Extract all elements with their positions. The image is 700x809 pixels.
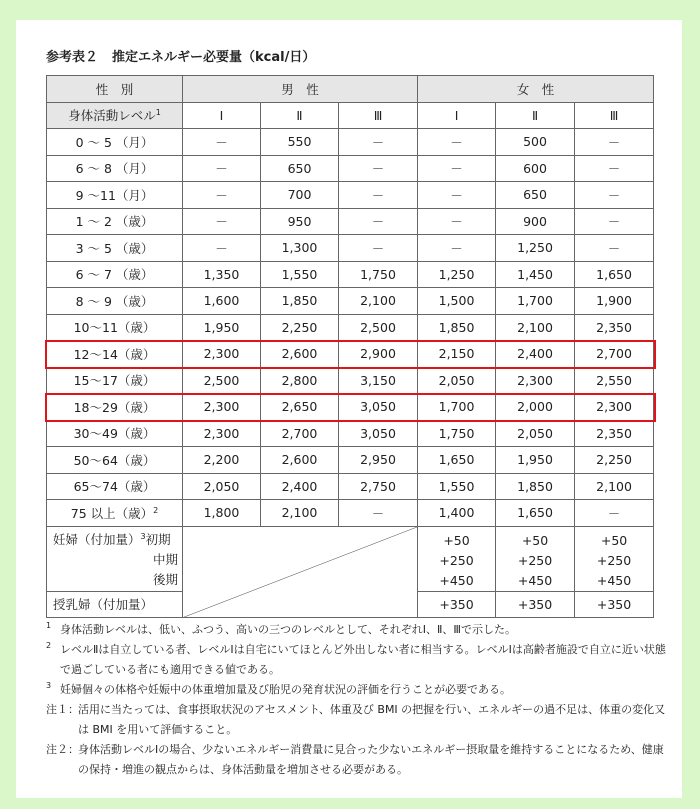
table-caption: 推定エネルギー必要量（kcal/日） [112, 50, 316, 65]
age-group-label: 9 ～11（月） [75, 187, 154, 203]
value-cell: 1,650 [418, 447, 496, 474]
pregnant-label: 妊婦（付加量） [53, 531, 141, 547]
table-row [47, 261, 654, 288]
table-row [47, 235, 654, 262]
value-cell: 2,550 [575, 367, 654, 394]
female-header: 女 性 [418, 76, 654, 103]
value-cell: 2,050 [496, 420, 575, 447]
note-text: 活用に当たっては、食事摂取状況のアセスメント、体重及び BMI の把握を行い、エネルギーの過不足は、体重の変化又は BMI を用いて評価すること。 [78, 703, 666, 736]
table-row [47, 473, 654, 500]
table-row [47, 367, 654, 394]
pregnant-values-cell [575, 526, 654, 591]
table-row [47, 314, 654, 341]
value-cell: 2,000 [496, 394, 575, 421]
value-cell: 2,150 [418, 341, 496, 368]
value-cell: 500 [496, 129, 575, 156]
value-cell: 1,550 [418, 473, 496, 500]
value-cell: 1,250 [418, 261, 496, 288]
value-cell: 1,850 [418, 314, 496, 341]
age-group-label: 10～11（歳） [73, 320, 156, 336]
age-group-cell [47, 129, 183, 156]
value-cell: － [339, 155, 418, 182]
level-header: Ⅰ [183, 102, 261, 129]
table-row [47, 155, 654, 182]
age-group-cell [47, 394, 183, 421]
pregnant-values-cell [496, 526, 575, 591]
footnotes [46, 620, 666, 780]
value-cell: 2,100 [575, 473, 654, 500]
value-cell: 1,950 [183, 314, 261, 341]
value-cell: 1,850 [496, 473, 575, 500]
document-page [16, 20, 682, 798]
value-cell: 2,300 [183, 341, 261, 368]
value: +50 [443, 532, 470, 548]
age-group-label: 3 ～ 5 （歳） [75, 240, 154, 256]
value-cell: 2,900 [339, 341, 418, 368]
value: +450 [439, 572, 474, 588]
activity-footnote-mark: 1 [155, 108, 161, 118]
value-cell: － [183, 182, 261, 209]
table-row [47, 208, 654, 235]
value-cell: 1,850 [261, 288, 339, 315]
value-cell: 2,350 [575, 314, 654, 341]
value-cell: 1,950 [496, 447, 575, 474]
pregnant-values-cell [418, 526, 496, 591]
table-row [47, 500, 654, 527]
value-cell: 2,300 [183, 394, 261, 421]
note-tag: 注２： [46, 743, 79, 756]
age-group-label: 0 ～ 5 （月） [75, 134, 154, 150]
age-group-label: 75 以上（歳） [70, 505, 154, 521]
value-cell: － [575, 235, 654, 262]
value-cell: 650 [261, 155, 339, 182]
value-cell: 1,900 [575, 288, 654, 315]
value-cell: 550 [261, 129, 339, 156]
value-cell: 1,500 [418, 288, 496, 315]
level-header: Ⅰ [418, 102, 496, 129]
age-group-cell [47, 261, 183, 288]
period-early: 初期 [145, 531, 171, 547]
value-cell: 2,700 [575, 341, 654, 368]
pregnant-row [47, 526, 654, 591]
value-cell: － [183, 208, 261, 235]
age-group-cell [47, 341, 183, 368]
age-group-label: 18～29（歳） [73, 399, 156, 415]
value-cell: 600 [496, 155, 575, 182]
value-cell: － [183, 129, 261, 156]
value-cell: － [339, 208, 418, 235]
value-cell: 2,750 [339, 473, 418, 500]
value: +250 [596, 552, 632, 568]
value-cell: － [575, 208, 654, 235]
table-row [47, 182, 654, 209]
value: +250 [439, 552, 474, 568]
level-header: Ⅱ [261, 102, 339, 129]
value-cell: 900 [496, 208, 575, 235]
diagonal-line [183, 527, 417, 618]
table-title [46, 46, 315, 65]
energy-requirement-table [46, 75, 654, 618]
period-late: 後期 [152, 571, 178, 587]
value-cell: 700 [261, 182, 339, 209]
value-cell: 2,650 [261, 394, 339, 421]
value-cell: － [418, 129, 496, 156]
value-cell: 2,250 [575, 447, 654, 474]
age-group-label: 15～17（歳） [73, 373, 156, 389]
value-cell: － [575, 182, 654, 209]
note [46, 740, 666, 780]
age-group-label: 30～49（歳） [73, 426, 156, 442]
value-cell: 2,600 [261, 447, 339, 474]
activity-level-header [47, 102, 183, 129]
value-cell: 2,200 [183, 447, 261, 474]
age-group-cell [47, 420, 183, 447]
value: +450 [517, 572, 553, 588]
value-cell: － [418, 208, 496, 235]
value-cell: － [418, 182, 496, 209]
value: +250 [517, 552, 553, 568]
value-cell: － [418, 155, 496, 182]
age-group-cell [47, 235, 183, 262]
activity-level-label: 身体活動レベル [68, 108, 156, 124]
value-cell: 1,450 [496, 261, 575, 288]
level-header: Ⅲ [575, 102, 654, 129]
footnote-text: 身体活動レベルは、低い、ふつう、高いの三つのレベルとして、それぞれⅠ、Ⅱ、Ⅲで示した。 [60, 623, 517, 636]
value: +50 [600, 532, 628, 548]
value-cell: +350 [496, 591, 575, 618]
value-cell: 2,400 [496, 341, 575, 368]
value-cell: 2,300 [496, 367, 575, 394]
value-cell: － [339, 500, 418, 527]
value: +50 [521, 532, 549, 548]
value-cell: 950 [261, 208, 339, 235]
footnote-text: レベルⅡは自立している者、レベルⅠは自宅にいてほとんど外出しない者に相当する。レベルⅠは高齢者施設で自立に近い状態で過ごしている者にも適用できる値である。 [60, 643, 666, 676]
value-cell: 3,050 [339, 394, 418, 421]
male-header: 男 性 [183, 76, 418, 103]
value-cell: 2,800 [261, 367, 339, 394]
value-cell: 3,150 [339, 367, 418, 394]
table-number: 参考表２ [46, 50, 99, 65]
table-row [47, 341, 654, 368]
value: +450 [596, 572, 632, 588]
value-cell: 1,250 [496, 235, 575, 262]
header-row-levels [47, 102, 654, 129]
value-cell: － [575, 500, 654, 527]
age-group-label: 1 ～ 2 （歳） [75, 214, 154, 230]
age-group-label: 8 ～ 9 （歳） [75, 293, 154, 309]
value-cell: 2,500 [183, 367, 261, 394]
value-cell: 2,500 [339, 314, 418, 341]
value-cell: 1,400 [418, 500, 496, 527]
footnote [46, 680, 666, 700]
value-cell: 2,300 [183, 420, 261, 447]
note [46, 700, 666, 740]
value-cell: － [339, 129, 418, 156]
value-cell: 1,550 [261, 261, 339, 288]
period-mid: 中期 [152, 551, 178, 567]
value-cell: 1,650 [575, 261, 654, 288]
age-group-label: 50～64（歳） [73, 452, 156, 468]
value-cell: 1,650 [496, 500, 575, 527]
footnote [46, 640, 666, 680]
table-row [47, 129, 654, 156]
pregnant-footnote-mark: 3 [140, 531, 146, 541]
lactating-label: 授乳婦（付加量） [47, 591, 183, 618]
value-cell: +350 [418, 591, 496, 618]
age-group-cell [47, 473, 183, 500]
value-cell: 2,050 [183, 473, 261, 500]
age-group-cell [47, 314, 183, 341]
value-cell: 1,700 [418, 394, 496, 421]
age-group-cell [47, 208, 183, 235]
table-row [47, 420, 654, 447]
age-group-label: 12～14（歳） [73, 346, 156, 362]
value-cell: 2,050 [418, 367, 496, 394]
level-header: Ⅲ [339, 102, 418, 129]
footnote-text: 妊婦個々の体格や妊娠中の体重増加量及び胎児の発育状況の評価を行うことが必要である。 [60, 683, 511, 696]
value-cell: 2,400 [261, 473, 339, 500]
sex-header: 性 別 [47, 76, 183, 103]
value-cell: 2,600 [261, 341, 339, 368]
value-cell: 1,750 [418, 420, 496, 447]
value-cell: － [339, 182, 418, 209]
value-cell: 1,350 [183, 261, 261, 288]
value-cell: 2,300 [575, 394, 654, 421]
note-text: 身体活動レベルⅠの場合、少ないエネルギー消費量に見合った少ないエネルギー摂取量を維持することになるため、健康の保持・増進の観点からは、身体活動量を増加させる必要がある。 [78, 743, 664, 776]
age-footnote-mark: 2 [153, 505, 159, 515]
footnote [46, 620, 666, 640]
age-group-cell [47, 288, 183, 315]
table-row [47, 288, 654, 315]
value-cell: － [418, 235, 496, 262]
footnote-mark: 1 [46, 621, 52, 630]
not-applicable-cell [183, 526, 418, 618]
value-cell: 650 [496, 182, 575, 209]
value-cell: － [575, 129, 654, 156]
value-cell: 2,100 [339, 288, 418, 315]
footnote-mark: 2 [46, 641, 52, 650]
value-cell: +350 [575, 591, 654, 618]
value-cell: 2,100 [496, 314, 575, 341]
table-row [47, 394, 654, 421]
table-row [47, 447, 654, 474]
value-cell: 1,750 [339, 261, 418, 288]
age-group-cell [47, 500, 183, 527]
value-cell: － [183, 155, 261, 182]
footnote-mark: 3 [46, 681, 52, 690]
value-cell: － [183, 235, 261, 262]
age-group-label: 65～74（歳） [73, 479, 156, 495]
value-cell: 1,800 [183, 500, 261, 527]
pregnant-label-cell [47, 526, 183, 591]
age-group-label: 6 ～ 7 （歳） [75, 267, 154, 283]
value-cell: 3,050 [339, 420, 418, 447]
note-tag: 注１： [46, 703, 79, 716]
value-cell: － [575, 155, 654, 182]
value-cell: 1,700 [496, 288, 575, 315]
age-group-cell [47, 182, 183, 209]
age-group-cell [47, 155, 183, 182]
value-cell: 2,250 [261, 314, 339, 341]
value-cell: － [339, 235, 418, 262]
age-group-cell [47, 367, 183, 394]
value-cell: 2,950 [339, 447, 418, 474]
value-cell: 1,600 [183, 288, 261, 315]
age-group-label: 6 ～ 8 （月） [75, 161, 154, 177]
value-cell: 2,100 [261, 500, 339, 527]
value-cell: 2,700 [261, 420, 339, 447]
level-header: Ⅱ [496, 102, 575, 129]
header-row-sex [47, 76, 654, 103]
age-group-cell [47, 447, 183, 474]
value-cell: 1,300 [261, 235, 339, 262]
value-cell: 2,350 [575, 420, 654, 447]
